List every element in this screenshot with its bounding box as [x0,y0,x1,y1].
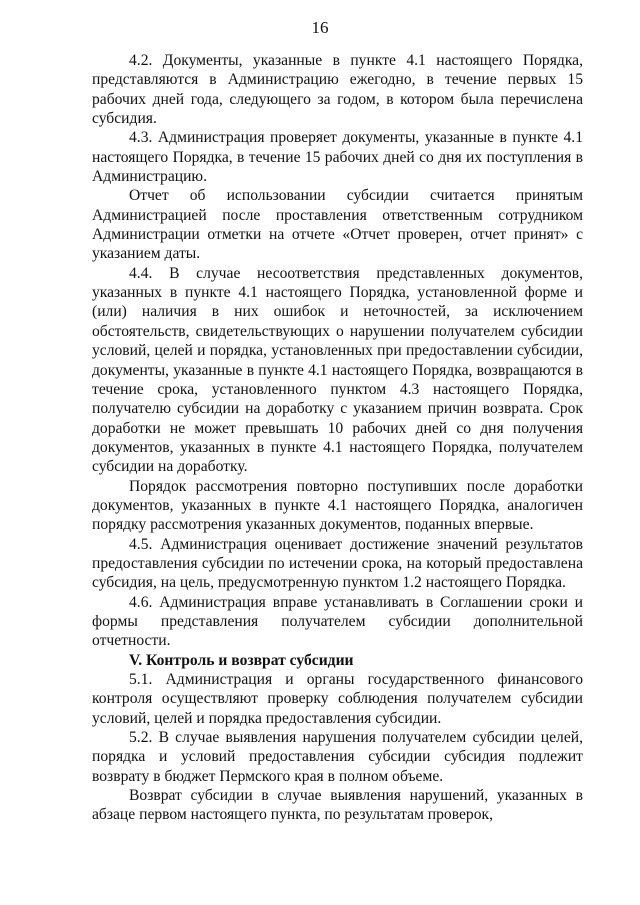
paragraph-resubmission-order: Порядок рассмотрения повторно поступивших после доработки документов, указанных в пункте 4.1 настоящего Порядка, аналогичен порядку рассмотрения указанных документов, поданных впервые. [92,477,583,534]
paragraph-4-3: 4.3. Администрация проверяет документы, указанные в пункте 4.1 настоящего Порядка, в течение 15 рабочих дней со дня их поступления в Администрацию. [92,129,583,186]
paragraph-4-5: 4.5. Администрация оценивает достижение значений результатов предоставления субсидии по истечении срока, на который предоставлена субсидия, на цель, предусмотренную пунктом 1.2 настоящего Порядка. [92,535,583,592]
paragraph-5-2: 5.2. В случае выявления нарушения получателем субсидии целей, порядка и условий предоставления субсидии субсидия подлежит возврату в бюджет Пермского края в полном объеме. [92,729,583,785]
document-body [92,51,583,825]
paragraph-4-4: 4.4. В случае несоответствия представленных документов, указанных в пункте 4.1 настоящего Порядка, установленной форме и (или) наличия в них ошибок и неточностей, за исключением обстоятельств, свидетельствующих о нарушении получателем субсидии условий, целей и порядка, установленных при предоставлении субсидии, документы, указанные в пункте 4.1 настоящего Порядка, возвращаются в течение срока, установленного пунктом 4.3 настоящего Порядка, получателю субсидии на доработку с указанием причин возврата. Срок доработки не может превышать 10 рабочих дней со дня получения документов, указанных в пункте 4.1 настоящего Порядка, получателем субсидии на доработку. [92,264,583,476]
paragraph-4-2: 4.2. Документы, указанные в пункте 4.1 настоящего Порядка, представляются в Администрацию ежегодно, в течение первых 15 рабочих дней года, следующего за годом, в котором была перечислена субсидия. [92,52,583,128]
paragraph-5-1: 5.1. Администрация и органы государственного финансового контроля осуществляют проверку соблюдения получателем субсидии условий, целей и порядка предоставления субсидии. [92,671,583,727]
paragraph-refund: Возврат субсидии в случае выявления нарушений, указанных в абзаце первом настоящего пункта, по результатам проверок, [92,787,583,824]
paragraph-4-6: 4.6. Администрация вправе устанавливать в Соглашении сроки и формы представления получателем субсидии дополнительной отчетности. [92,593,583,650]
paragraph-report-acceptance: Отчет об использовании субсидии считается принятым Администрацией после проставления ответственным сотрудником Администрации отметки на отчете «Отчет проверен, отчет принят» с указанием даты. [92,187,583,263]
section-heading: V. Контроль и возврат субсидии [129,651,354,669]
page-number: 16 [311,18,329,37]
